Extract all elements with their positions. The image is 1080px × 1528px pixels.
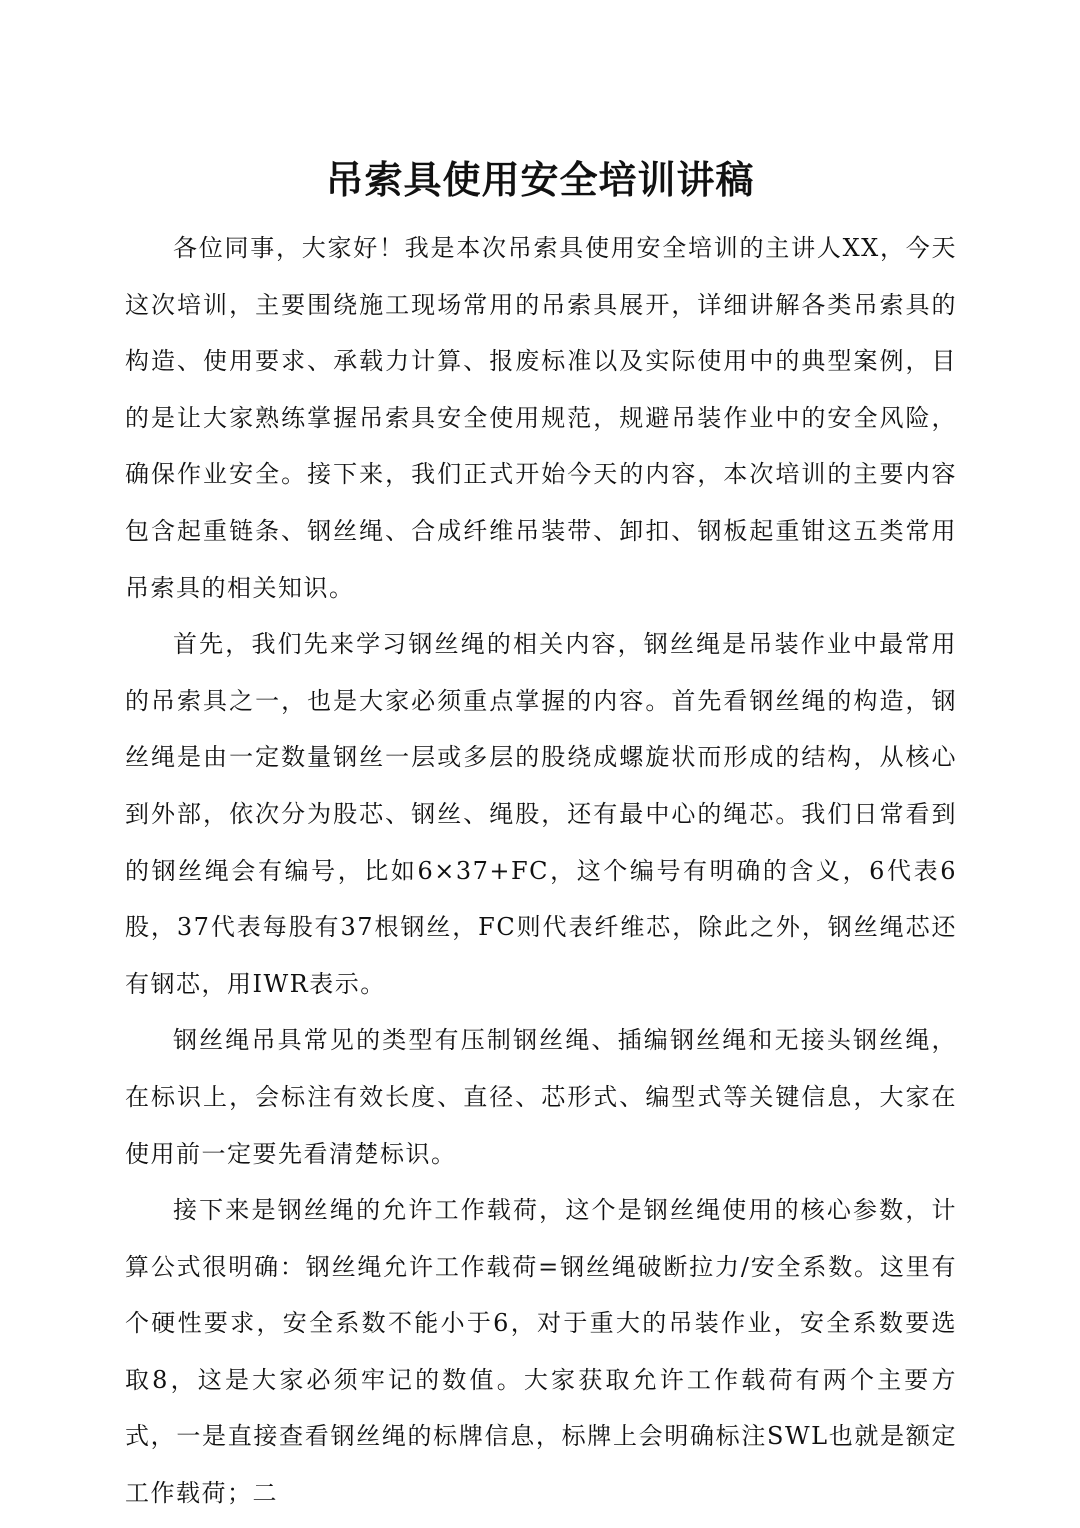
document-body [125, 220, 957, 1522]
paragraph-wire-rope-structure: 首先，我们先来学习钢丝绳的相关内容，钢丝绳是吊装作业中最常用的吊索具之一，也是大家必须重点掌握的内容。首先看钢丝绳的构造，钢丝绳是由一定数量钢丝一层或多层的股绕成螺旋状而形成的结构，从核心到外部，依次分为股芯、钢丝、绳股，还有最中心的绳芯。我们日常看到的钢丝绳会有编号，比如6×37+FC，这个编号有明确的含义，6代表6股，37代表每股有37根钢丝，FC则代表纤维芯，除此之外，钢丝绳芯还有钢芯，用IWR表示。 [125, 630, 957, 998]
paragraph-wire-rope-types: 钢丝绳吊具常见的类型有压制钢丝绳、插编钢丝绳和无接头钢丝绳，在标识上，会标注有效长度、直径、芯形式、编型式等关键信息，大家在使用前一定要先看清楚标识。 [125, 1026, 957, 1168]
document-title: 吊索具使用安全培训讲稿 [325, 158, 755, 202]
paragraph-intro: 各位同事，大家好！我是本次吊索具使用安全培训的主讲人XX，今天这次培训，主要围绕施工现场常用的吊索具展开，详细讲解各类吊索具的构造、使用要求、承载力计算、报废标准以及实际使用中的典型案例，目的是让大家熟练掌握吊索具安全使用规范，规避吊装作业中的安全风险，确保作业安全。接下来，我们正式开始今天的内容，本次培训的主要内容包含起重链条、钢丝绳、合成纤维吊装带、卸扣、钢板起重钳这五类常用吊索具的相关知识。 [125, 234, 957, 602]
paragraph-working-load: 接下来是钢丝绳的允许工作载荷，这个是钢丝绳使用的核心参数，计算公式很明确：钢丝绳允许工作载荷=钢丝绳破断拉力/安全系数。这里有个硬性要求，安全系数不能小于6，对于重大的吊装作业，安全系数要选取8，这是大家必须牢记的数值。大家获取允许工作载荷有两个主要方式，一是直接查看钢丝绳的标牌信息，标牌上会明确标注SWL也就是额定工作载荷；二 [125, 1196, 957, 1508]
